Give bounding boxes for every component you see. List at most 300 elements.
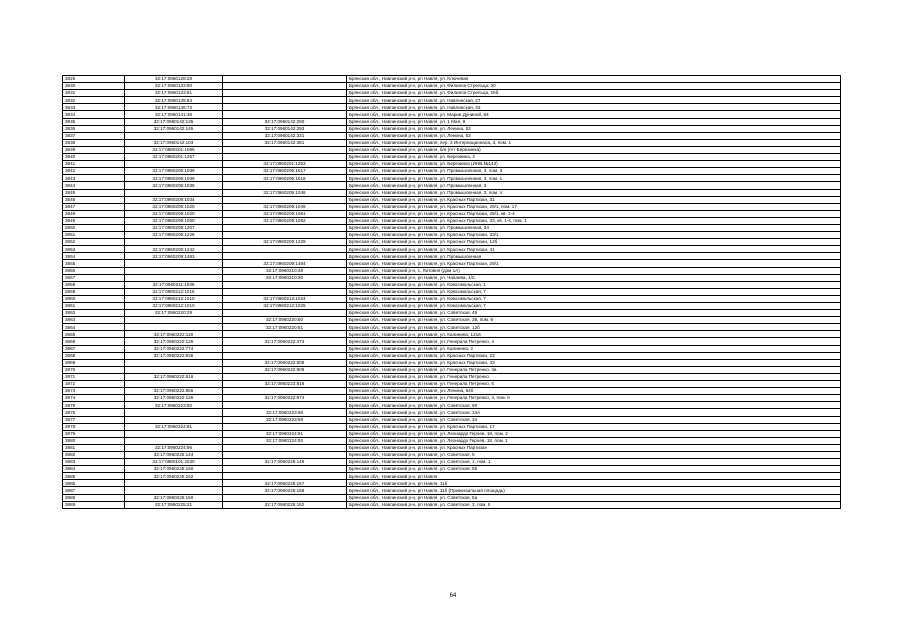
table-row: [63, 359, 841, 366]
row-number-cell: 3835: [63, 118, 125, 125]
cadastral-number-cell: 32:17:0960142:145: [125, 125, 223, 132]
row-number-cell: 3844: [63, 182, 125, 189]
row-number-cell: 3848: [63, 210, 125, 217]
row-number-cell: 3833: [63, 104, 125, 111]
cadastral-number-cell: 32:17:0960212:1010: [125, 303, 223, 310]
row-number-cell: 3863: [63, 317, 125, 324]
address-cell: Брянская обл., Навлинский р-н, рп Навля, ул. Ленина, 53: [347, 125, 841, 132]
related-cadastral-number-cell: 32:17:0960223:68: [223, 409, 347, 416]
address-cell: Брянская обл., Навлинский р-н, рп Навля, ул. Калинина, 2: [347, 345, 841, 352]
table-row: [63, 224, 841, 231]
table-row: [63, 487, 841, 494]
cadastral-number-cell: [125, 239, 223, 246]
cadastral-number-cell: 32:17:0960224:96: [125, 444, 223, 451]
row-number-cell: 3869: [63, 359, 125, 366]
table-row: [63, 97, 841, 104]
table-row: [63, 260, 841, 267]
cadastral-number-cell: 32:17:0960201:1085: [125, 146, 223, 153]
cadastral-number-cell: [125, 359, 223, 366]
related-cadastral-number-cell: [223, 146, 347, 153]
related-cadastral-number-cell: 32:17:0960209:1229: [223, 239, 347, 246]
row-number-cell: 3850: [63, 224, 125, 231]
related-cadastral-number-cell: 32:17:0960205:1018: [223, 175, 347, 182]
address-cell: Брянская обл., Навлинский р-н, рп Навля, ул. Советская, 1, пом. 1: [347, 459, 841, 466]
row-number-cell: 3873: [63, 388, 125, 395]
related-cadastral-number-cell: [223, 402, 347, 409]
table-row: [63, 352, 841, 359]
address-cell: Брянская обл., Навлинский р-н, рп Навля, ул. Комсомольская, 7: [347, 288, 841, 295]
related-cadastral-number-cell: 32:17:0960225:162: [223, 501, 347, 508]
row-number-cell: 3830: [63, 83, 125, 90]
table-row: [63, 132, 841, 139]
row-number-cell: 3879: [63, 430, 125, 437]
table-row: [63, 267, 841, 274]
row-number-cell: 3836: [63, 125, 125, 132]
row-number-cell: 3885: [63, 473, 125, 480]
cadastral-number-cell: 32:17:0960209:1020: [125, 203, 223, 210]
address-cell: Брянская обл., Навлинский р-н, рп Навля, 11б (Привокзальная площадь): [347, 487, 841, 494]
address-cell: Брянская обл., Навлинский р-н, рп Навля, ул. 1 Мая, 9: [347, 118, 841, 125]
row-number-cell: 3834: [63, 111, 125, 118]
cadastral-number-cell: 32:17:0960212:1016: [125, 288, 223, 295]
address-cell: Брянская обл., Навлинский р-н, рп Навля, ул. Комсомольская, 1: [347, 281, 841, 288]
row-number-cell: 3849: [63, 217, 125, 224]
table-row: [63, 444, 841, 451]
address-cell: Брянская обл., Навлинский р-н, рп Навля, ул. Промышленная, 34: [347, 224, 841, 231]
table-row: [63, 139, 841, 146]
row-number-cell: 3884: [63, 466, 125, 473]
cadastral-number-cell: 32:17:0960224:81: [125, 423, 223, 430]
cadastral-number-cell: 32:17:0960128:28: [125, 76, 223, 83]
table-row: [63, 338, 841, 345]
address-cell: Брянская обл., Навлинский р-н, рп Навля, ул. Красных Партизан, 33/1: [347, 232, 841, 239]
row-number-cell: 3870: [63, 366, 125, 373]
cadastral-number-cell: 32:17:0960222:119: [125, 331, 223, 338]
cadastral-number-cell: [125, 381, 223, 388]
row-number-cell: 3838: [63, 139, 125, 146]
row-number-cell: 3860: [63, 295, 125, 302]
related-cadastral-number-cell: 32:17:0960212:1024: [223, 295, 347, 302]
table-row: [63, 324, 841, 331]
cadastral-number-cell: 32:17:0960223:50: [125, 402, 223, 409]
row-number-cell: 3831: [63, 90, 125, 97]
cadastral-number-cell: 32:17:0960225:160: [125, 494, 223, 501]
table-row: [63, 466, 841, 473]
table-row: [63, 310, 841, 317]
address-cell: Брянская обл., Навлинский р-н, рп Навля, ул. Советская, 49: [347, 310, 841, 317]
cadastral-number-cell: 32:17:0960222:816: [125, 373, 223, 380]
address-cell: Брянская обл., Навлинский р-н, рп Навля, ул. Калинина, 121в: [347, 331, 841, 338]
table-row: [63, 125, 841, 132]
address-cell: Брянская обл., Навлинский р-н, рп Навля, ул. Навлинская, 33: [347, 104, 841, 111]
address-cell: Брянская обл., Навлинский р-н, рп Навля, ул. Советская, 5а: [347, 494, 841, 501]
address-cell: Брянская обл., Навлинский р-н, рп Навля, ул. Леонардо Героев, 18, пом. 1: [347, 437, 841, 444]
row-number-cell: 3887: [63, 487, 125, 494]
cadastral-number-cell: [125, 274, 223, 281]
address-cell: Брянская обл., Навлинский р-н, рп Навля, ул. Комсомольская, 7: [347, 303, 841, 310]
row-number-cell: 3886: [63, 480, 125, 487]
table-row: [63, 168, 841, 175]
address-cell: Брянская обл., Навлинский р-н, рп Навля, ул. Генерала Петренко: [347, 373, 841, 380]
row-number-cell: 3832: [63, 97, 125, 104]
address-cell: Брянская обл., Навлинский р-н, рп Навля, ул. Генерала Петренко, 4, пом. II: [347, 395, 841, 402]
related-cadastral-number-cell: 32:17:0960205:1046: [223, 189, 347, 196]
related-cadastral-number-cell: 32:17:0960220:81: [223, 324, 347, 331]
address-cell: Брянская обл., Навлинский р-н, рп Навля, ул. Ленина, 64б: [347, 388, 841, 395]
address-cell: Брянская обл., Навлинский р-н, рп Навля, ул. Красных Партизан, 29/1, кв. 1-4: [347, 210, 841, 217]
address-cell: Брянская обл., Навлинский р-н, рп Навля, ул. Промышленная, 3: [347, 182, 841, 189]
table-row: [63, 494, 841, 501]
related-cadastral-number-cell: [223, 494, 347, 501]
table-row: [63, 175, 841, 182]
cadastral-number-cell: 32:17:0960222:126: [125, 395, 223, 402]
related-cadastral-number-cell: 32:17:0960225:158: [223, 487, 347, 494]
related-cadastral-number-cell: [223, 473, 347, 480]
row-number-cell: 3859: [63, 288, 125, 295]
row-number-cell: 3829: [63, 76, 125, 83]
address-cell: Брянская обл., Навлинский р-н, рп Навля, пер. 3 Интернационала, 3, пом. 1: [347, 139, 841, 146]
table-row: [63, 281, 841, 288]
address-cell: Брянская обл., Навлинский р-н, рп Навля, ул. Советская, 5: [347, 451, 841, 458]
related-cadastral-number-cell: 32:17:0960210:30: [223, 274, 347, 281]
row-number-cell: 3839: [63, 146, 125, 153]
table-row: [63, 409, 841, 416]
cadastral-number-cell: 32:17:0960209:1483: [125, 253, 223, 260]
row-number-cell: 3837: [63, 132, 125, 139]
row-number-cell: 3853: [63, 246, 125, 253]
table-row: [63, 90, 841, 97]
cadastral-number-cell: 32:17:0960222:836: [125, 352, 223, 359]
row-number-cell: 3872: [63, 381, 125, 388]
address-cell: Брянская обл., Навлинский р-н, рп Навля, ул. Советская, 90: [347, 402, 841, 409]
related-cadastral-number-cell: [223, 451, 347, 458]
address-cell: Брянская обл., Навлинский р-н, рп Навля, ул. Промышленная, 3, пом. 1: [347, 175, 841, 182]
table-row: [63, 253, 841, 260]
registry-table-body: [63, 76, 841, 509]
address-cell: Брянская обл., Навлинский р-н, рп Навля, ул. Комсомольская, 7: [347, 295, 841, 302]
related-cadastral-number-cell: [223, 352, 347, 359]
related-cadastral-number-cell: 32:17:0960209:1081: [223, 210, 347, 217]
cadastral-number-cell: [125, 132, 223, 139]
row-number-cell: 3851: [63, 232, 125, 239]
row-number-cell: 3854: [63, 253, 125, 260]
row-number-cell: 3874: [63, 395, 125, 402]
cadastral-number-cell: 32:17:0960101:2030: [125, 459, 223, 466]
row-number-cell: 3875: [63, 402, 125, 409]
related-cadastral-number-cell: 32:17:0960209:1049: [223, 203, 347, 210]
table-row: [63, 196, 841, 203]
cadastral-number-cell: 32:17:0960212:1010: [125, 295, 223, 302]
related-cadastral-number-cell: [223, 111, 347, 118]
cadastral-number-cell: [125, 260, 223, 267]
cadastral-number-cell: [125, 409, 223, 416]
cadastral-number-cell: 32:17:0960133:81: [125, 90, 223, 97]
registry-table: [62, 75, 841, 509]
related-cadastral-number-cell: 32:17:0960209:1484: [223, 260, 347, 267]
cadastral-number-cell: [125, 317, 223, 324]
address-cell: Брянская обл., Навлинский р-н, рп Навля, ул. Советская, 3, пом. II: [347, 501, 841, 508]
row-number-cell: 3866: [63, 338, 125, 345]
related-cadastral-number-cell: [223, 232, 347, 239]
related-cadastral-number-cell: [223, 154, 347, 161]
table-row: [63, 501, 841, 508]
row-number-cell: 3858: [63, 281, 125, 288]
address-cell: Брянская обл., Навлинский р-н, рп Навля: [347, 473, 841, 480]
cadastral-number-cell: 32:17:0960209:1050: [125, 217, 223, 224]
related-cadastral-number-cell: 32:17:0960224:92: [223, 437, 347, 444]
related-cadastral-number-cell: [223, 196, 347, 203]
address-cell: Брянская обл., Навлинский р-н, рп Навля, ул. Промышленная, 3, пом. V: [347, 189, 841, 196]
row-number-cell: 3878: [63, 423, 125, 430]
cadastral-number-cell: [125, 480, 223, 487]
related-cadastral-number-cell: [223, 331, 347, 338]
cadastral-number-cell: 32:17:0960201:1257: [125, 154, 223, 161]
row-number-cell: 3871: [63, 373, 125, 380]
row-number-cell: 3845: [63, 189, 125, 196]
related-cadastral-number-cell: 32:17:0960209:1082: [223, 217, 347, 224]
cadastral-number-cell: 32:17:0960222:126: [125, 338, 223, 345]
cadastral-number-cell: 32:17:0960211:1039: [125, 281, 223, 288]
row-number-cell: 3868: [63, 352, 125, 359]
table-row: [63, 161, 841, 168]
table-row: [63, 146, 841, 153]
table-row: [63, 83, 841, 90]
cadastral-number-cell: 32:17:0960136:73: [125, 104, 223, 111]
cadastral-number-cell: [125, 189, 223, 196]
address-cell: Брянская обл., Навлинский р-н, рп Навля, ул. Красных Партизан, 17: [347, 423, 841, 430]
table-row: [63, 480, 841, 487]
row-number-cell: 3842: [63, 168, 125, 175]
table-row: [63, 274, 841, 281]
row-number-cell: 3841: [63, 161, 125, 168]
related-cadastral-number-cell: 32:17:0960212:1025: [223, 303, 347, 310]
row-number-cell: 3840: [63, 154, 125, 161]
row-number-cell: 3889: [63, 501, 125, 508]
address-cell: Брянская обл., Навлинский р-н, рп Навля, ул. Березинка (ИНВ.№143): [347, 161, 841, 168]
row-number-cell: 3861: [63, 303, 125, 310]
row-number-cell: 3856: [63, 267, 125, 274]
related-cadastral-number-cell: [223, 83, 347, 90]
address-cell: Брянская обл., Навлинский р-н, рп Навля, ул. Красных Партизан, 23: [347, 352, 841, 359]
related-cadastral-number-cell: 32:17:0960222:809: [223, 366, 347, 373]
table-row: [63, 288, 841, 295]
table-row: [63, 232, 841, 239]
cadastral-number-cell: [125, 324, 223, 331]
related-cadastral-number-cell: 32:17:0960222:874: [223, 395, 347, 402]
cadastral-number-cell: 32:17:0960141:38: [125, 111, 223, 118]
address-cell: Брянская обл., Навлинский р-н, рп Навля, ул. Филиппа Стрельца, 20: [347, 83, 841, 90]
table-row: [63, 373, 841, 380]
address-cell: Брянская обл., Навлинский р-н, рп Навля, ул. Марии Дуниной, 94: [347, 111, 841, 118]
row-number-cell: 3847: [63, 203, 125, 210]
related-cadastral-number-cell: 32:17:0960201:1253: [223, 161, 347, 168]
address-cell: Брянская обл., Навлинский р-н, рп Навля, ул. Промышленная: [347, 253, 841, 260]
cadastral-number-cell: 32:17:0960205:1039: [125, 182, 223, 189]
table-row: [63, 395, 841, 402]
address-cell: Брянская обл., Навлинский р-н, рп Навля, ул. Леонардо Героев, 18, пом. 2: [347, 430, 841, 437]
table-row: [63, 210, 841, 217]
table-row: [63, 473, 841, 480]
related-cadastral-number-cell: 32:17:0960142:381: [223, 139, 347, 146]
address-cell: Брянская обл., Навлинский р-н, рп Навля, ул. Красных Партизан, 29/1: [347, 260, 841, 267]
address-cell: Брянская обл., Навлинский р-н, рп Навля, ул. Филиппа Стрельца, 15б: [347, 90, 841, 97]
table-row: [63, 246, 841, 253]
cadastral-number-cell: 32:17:0960142:103: [125, 139, 223, 146]
table-row: [63, 331, 841, 338]
related-cadastral-number-cell: [223, 97, 347, 104]
cadastral-number-cell: 32:17:0960220:29: [125, 310, 223, 317]
related-cadastral-number-cell: [223, 76, 347, 83]
table-row: [63, 366, 841, 373]
row-number-cell: 3876: [63, 409, 125, 416]
address-cell: Брянская обл., Навлинский р-н, рп Навля, 11б: [347, 480, 841, 487]
table-row: [63, 423, 841, 430]
row-number-cell: 3882: [63, 451, 125, 458]
cadastral-number-cell: 32:17:0960222:856: [125, 388, 223, 395]
address-cell: Брянская обл., Навлинский р-н, рп Навля, ул. Генерала Петренко, 4а: [347, 366, 841, 373]
row-number-cell: 3881: [63, 444, 125, 451]
address-cell: Брянская обл., Навлинский р-н, рп Навля, ул. Советская, 56: [347, 466, 841, 473]
page-number: 64: [449, 593, 457, 599]
related-cadastral-number-cell: [223, 466, 347, 473]
cadastral-number-cell: 32:17:0960225:152: [125, 473, 223, 480]
related-cadastral-number-cell: [223, 388, 347, 395]
address-cell: Брянская обл., Навлинский р-н, рп Навля, б/н (пгт Березинка): [347, 146, 841, 153]
cadastral-number-cell: [125, 437, 223, 444]
cadastral-number-cell: 32:17:0960142:135: [125, 118, 223, 125]
address-cell: Брянская обл., Навлинский р-н, рп Навля, ул. Красных Партизан, 41: [347, 246, 841, 253]
table-row: [63, 303, 841, 310]
related-cadastral-number-cell: 32:17:0960222:473: [223, 338, 347, 345]
table-row: [63, 381, 841, 388]
table-row: [63, 388, 841, 395]
address-cell: Брянская обл., Навлинский р-н, рп Навля, ул. Генерала Петренко, 6: [347, 381, 841, 388]
related-cadastral-number-cell: [223, 288, 347, 295]
table-row: [63, 182, 841, 189]
address-cell: Брянская обл., Навлинский р-н, с. Литовня (дом 1А): [347, 267, 841, 274]
related-cadastral-number-cell: [223, 373, 347, 380]
row-number-cell: 3843: [63, 175, 125, 182]
cadastral-number-cell: 32:17:0960225:21: [125, 501, 223, 508]
table-row: [63, 217, 841, 224]
cadastral-number-cell: 32:17:0960209:1034: [125, 196, 223, 203]
address-cell: Брянская обл., Навлинский р-н, рп Навля, ул. Советская, 34А: [347, 409, 841, 416]
row-number-cell: 3846: [63, 196, 125, 203]
related-cadastral-number-cell: 32:17:0960222:818: [223, 381, 347, 388]
cadastral-number-cell: [125, 366, 223, 373]
related-cadastral-number-cell: [223, 423, 347, 430]
cadastral-number-cell: 32:17:0960222:774: [125, 345, 223, 352]
cadastral-number-cell: [125, 267, 223, 274]
table-row: [63, 295, 841, 302]
row-number-cell: 3855: [63, 260, 125, 267]
address-cell: Брянская обл., Навлинский р-н, рп Навля, ул. Красных Партизан, 33: [347, 359, 841, 366]
cadastral-number-cell: 32:17:0960209:1020: [125, 210, 223, 217]
cadastral-number-cell: [125, 430, 223, 437]
cadastral-number-cell: 32:17:0960135:64: [125, 97, 223, 104]
address-cell: Брянская обл., Навлинский р-н, рп Навля, ул. Ключевая: [347, 76, 841, 83]
related-cadastral-number-cell: [223, 281, 347, 288]
table-row: [63, 154, 841, 161]
table-row: [63, 189, 841, 196]
cadastral-number-cell: [125, 416, 223, 423]
related-cadastral-number-cell: 32:17:0960222:808: [223, 359, 347, 366]
cadastral-number-cell: 32:17:0960209:1226: [125, 232, 223, 239]
row-number-cell: 3862: [63, 310, 125, 317]
table-row: [63, 76, 841, 83]
related-cadastral-number-cell: 32:17:0960225:157: [223, 480, 347, 487]
related-cadastral-number-cell: [223, 444, 347, 451]
table-row: [63, 203, 841, 210]
table-row: [63, 416, 841, 423]
table-row: [63, 317, 841, 324]
cadastral-number-cell: 32:17:0960133:80: [125, 83, 223, 90]
address-cell: Брянская обл., Навлинский р-н, рп Навля, ул. Советская, 12б: [347, 324, 841, 331]
table-row: [63, 111, 841, 118]
cadastral-number-cell: 32:17:0960205:1039: [125, 168, 223, 175]
table-row: [63, 459, 841, 466]
row-number-cell: 3877: [63, 416, 125, 423]
related-cadastral-number-cell: [223, 253, 347, 260]
address-cell: Брянская обл., Навлинский р-н, рп Навля, ул. Красных Партизан, 33, кв. 1-4, пом. 1: [347, 217, 841, 224]
address-cell: Брянская обл., Навлинский р-н, рп Навля, ул. Промышленная, 3, пом. 3: [347, 168, 841, 175]
address-cell: Брянская обл., Навлинский р-н, рп Навля, ул. Чапаева, 1/С: [347, 274, 841, 281]
related-cadastral-number-cell: 32:17:0960142:293: [223, 125, 347, 132]
address-cell: Брянская обл., Навлинский р-н, рп Навля, ул. Красных Партизан: [347, 444, 841, 451]
related-cadastral-number-cell: 32:17:0960224:91: [223, 430, 347, 437]
row-number-cell: 3857: [63, 274, 125, 281]
table-row: [63, 402, 841, 409]
related-cadastral-number-cell: 32:17:0960142:331: [223, 132, 347, 139]
related-cadastral-number-cell: 32:17:0960225:149: [223, 459, 347, 466]
related-cadastral-number-cell: [223, 90, 347, 97]
address-cell: Брянская обл., Навлинский р-н, рп Навля, ул. Советская, 38, пом. 8: [347, 317, 841, 324]
cadastral-number-cell: [125, 161, 223, 168]
cadastral-number-cell: 32:17:0960205:1039: [125, 175, 223, 182]
row-number-cell: 3867: [63, 345, 125, 352]
row-number-cell: 3883: [63, 459, 125, 466]
cadastral-number-cell: 32:17:0960225:144: [125, 451, 223, 458]
related-cadastral-number-cell: 32:17:0960210:48: [223, 267, 347, 274]
table-row: [63, 451, 841, 458]
related-cadastral-number-cell: [223, 182, 347, 189]
address-cell: Брянская обл., Навлинский р-н, рп Навля, ул. Красных Партизан, 29/1, пом. 17: [347, 203, 841, 210]
related-cadastral-number-cell: 32:17:0960220:80: [223, 317, 347, 324]
related-cadastral-number-cell: [223, 345, 347, 352]
cadastral-number-cell: 32:17:0960209:1207: [125, 224, 223, 231]
related-cadastral-number-cell: 32:17:0960205:1017: [223, 168, 347, 175]
cadastral-number-cell: 32:17:0960209:1242: [125, 246, 223, 253]
address-cell: Брянская обл., Навлинский р-н, рп Навля, ул. Навлинская, 27: [347, 97, 841, 104]
address-cell: Брянская обл., Навлинский р-н, рп Навля, ул. Ленина, 53: [347, 132, 841, 139]
table-row: [63, 430, 841, 437]
row-number-cell: 3852: [63, 239, 125, 246]
row-number-cell: 3888: [63, 494, 125, 501]
table-row: [63, 239, 841, 246]
table-row: [63, 437, 841, 444]
related-cadastral-number-cell: 32:17:0960223:69: [223, 416, 347, 423]
related-cadastral-number-cell: [223, 104, 347, 111]
address-cell: Брянская обл., Навлинский р-н, рп Навля, ул. Березинка, 2: [347, 154, 841, 161]
address-cell: Брянская обл., Навлинский р-н, рп Навля, ул. Генерала Петренко, 4: [347, 338, 841, 345]
row-number-cell: 3864: [63, 324, 125, 331]
table-row: [63, 104, 841, 111]
address-cell: Брянская обл., Навлинский р-н, рп Навля, ул. Советская, 34: [347, 416, 841, 423]
row-number-cell: 3865: [63, 331, 125, 338]
table-row: [63, 345, 841, 352]
related-cadastral-number-cell: 32:17:0960142:290: [223, 118, 347, 125]
row-number-cell: 3880: [63, 437, 125, 444]
